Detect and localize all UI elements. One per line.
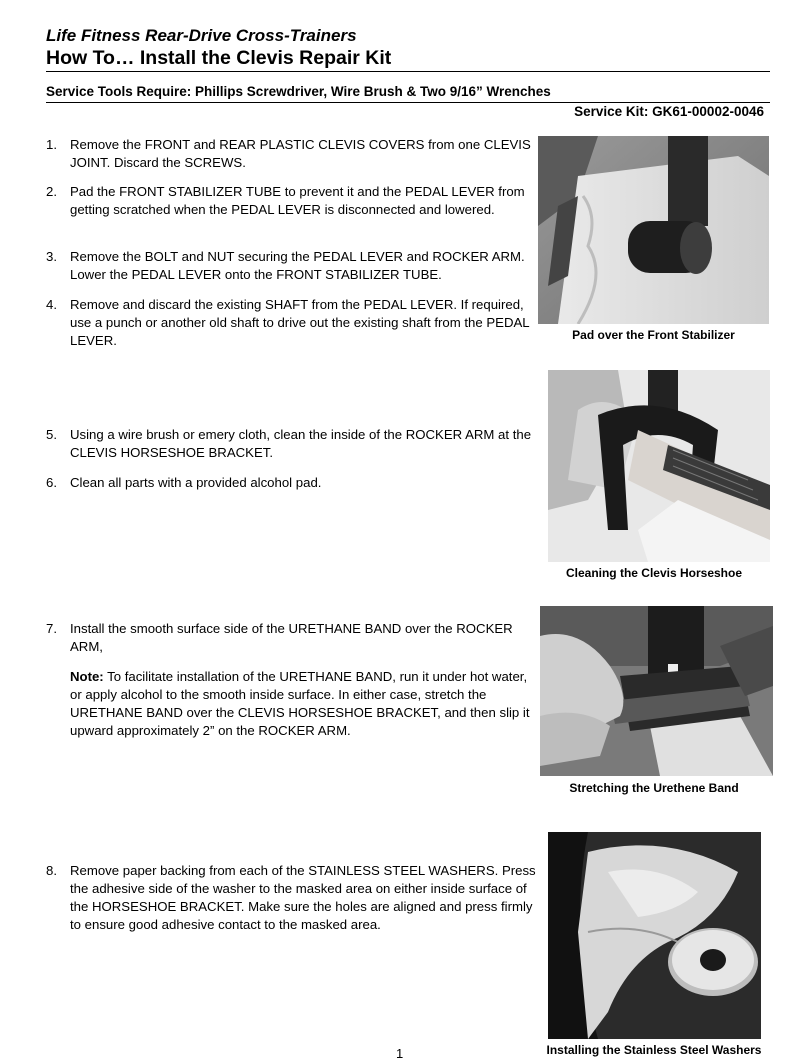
step-number: 3. [46, 249, 57, 264]
step-number: 8. [46, 863, 57, 878]
tools-rule [46, 102, 770, 103]
step-text: Remove the BOLT and NUT securing the PEDAL LEVER and ROCKER ARM. Lower the PEDAL LEVER onto the FRONT STABILIZER TUBE. [70, 249, 525, 282]
step-text: Remove and discard the existing SHAFT from the PEDAL LEVER. If required, use a punch or another old shaft to drive out the existing shaft from the PEDAL LEVER. [70, 297, 530, 348]
step-text: Clean all parts with a provided alcohol pad. [70, 475, 322, 490]
page-number: 1 [396, 1046, 404, 1061]
photo-pad-over-stabilizer [538, 136, 769, 324]
step-7-note [46, 668, 536, 740]
photo-cleaning-horseshoe [548, 370, 770, 562]
photo-cleaning-horseshoe-image [548, 370, 770, 562]
photo-pad-over-stabilizer-image [538, 136, 769, 324]
photo-installing-washers [548, 832, 761, 1039]
photo-stretching-band [540, 606, 773, 776]
note-text [70, 668, 536, 740]
step-6 [46, 474, 536, 492]
step-text: Remove paper backing from each of the STAINLESS STEEL WASHERS. Press the adhesive side of the washer to the masked area on either inside surface of the HORSESHOE BRACKET. Make sure the holes are aligned and press firmly to ensure good adhesive contact to the masked area. [70, 863, 536, 932]
step-text: Install the smooth surface side of the URETHANE BAND over the ROCKER ARM, [70, 621, 513, 654]
service-tools: Service Tools Require: Phillips Screwdriver, Wire Brush & Two 9/16” Wrenches [46, 84, 551, 99]
step-text: Pad the FRONT STABILIZER TUBE to prevent it and the PEDAL LEVER from getting scratched when the PEDAL LEVER is disconnected and lowered. [70, 184, 525, 217]
step-number: 6. [46, 475, 57, 490]
note-body: To facilitate installation of the URETHANE BAND, run it under hot water, or apply alcohol to the smooth inside surface. In either case, stretch the URETHANE BAND over the CLEVIS HORSESHOE BRACKET, and then slip it upward approximately 2” on the ROCKER ARM. [70, 669, 530, 738]
document-title: How To… Install the Clevis Repair Kit [46, 47, 392, 69]
step-number: 1. [46, 137, 57, 152]
caption-cleaning-horseshoe: Cleaning the Clevis Horseshoe [565, 566, 743, 580]
document-subtitle: Life Fitness Rear-Drive Cross-Trainers [46, 26, 357, 45]
caption-installing-washers: Installing the Stainless Steel Washers [546, 1043, 762, 1057]
step-number: 5. [46, 427, 57, 442]
step-8 [46, 862, 536, 934]
caption-stretching-band: Stretching the Urethene Band [569, 781, 739, 795]
step-number: 7. [46, 621, 57, 636]
service-kit: Service Kit: GK61-00002-0046 [574, 104, 764, 119]
step-1 [46, 136, 536, 172]
title-rule [46, 71, 770, 72]
step-number: 2. [46, 184, 57, 199]
step-number: 4. [46, 297, 57, 312]
photo-installing-washers-image [548, 832, 761, 1039]
step-3 [46, 248, 536, 284]
step-text: Remove the FRONT and REAR PLASTIC CLEVIS COVERS from one CLEVIS JOINT. Discard the SCREWS. [70, 137, 531, 170]
step-5 [46, 426, 536, 462]
note-label: Note: [70, 669, 104, 684]
step-7 [46, 620, 536, 656]
step-text: Using a wire brush or emery cloth, clean the inside of the ROCKER ARM at the CLEVIS HORSESHOE BRACKET. [70, 427, 532, 460]
step-4 [46, 296, 536, 350]
step-2 [46, 183, 536, 219]
caption-pad-over-stabilizer: Pad over the Front Stabilizer [572, 328, 735, 342]
photo-stretching-band-image [540, 606, 773, 776]
